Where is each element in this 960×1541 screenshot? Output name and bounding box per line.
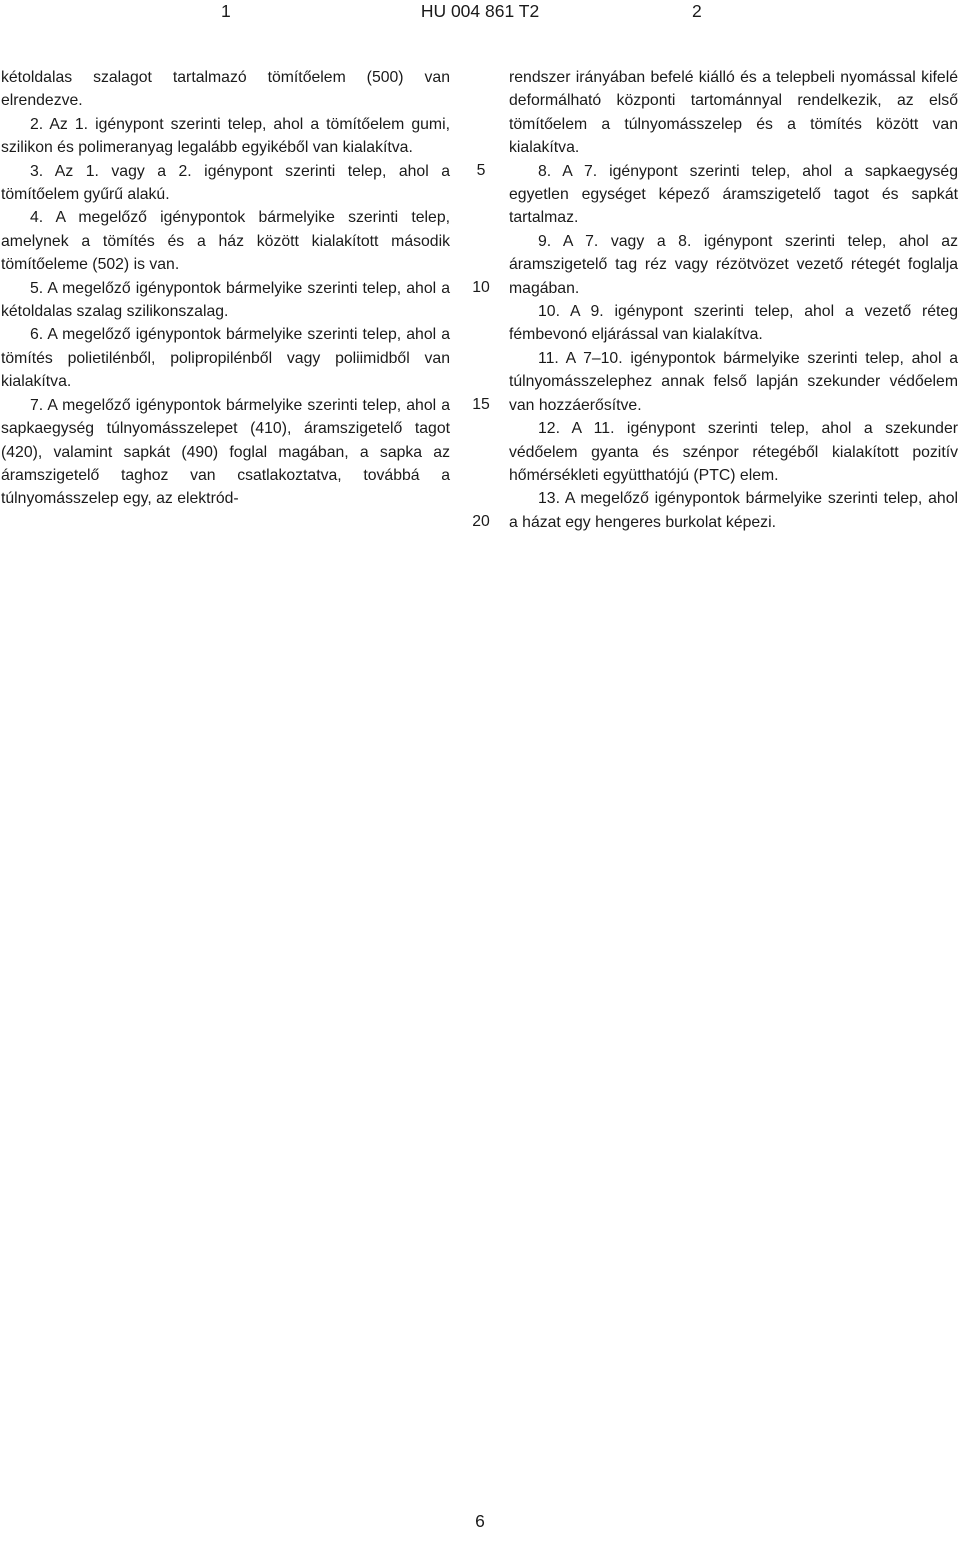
claim-7-continuation: rendszer irányában befelé kiálló és a telepbeli nyomással kifelé deformálható központi tartománnyal rendelkezik, az első tömítőelem a túlnyomásszelep és a tömítés között van kialakítva. [509,69,958,157]
left-column [1,66,450,511]
claim-13: 13. A megelőző igénypontok bármelyike szerinti telep, ahol a házat egy hengeres burkolat képezi. [509,490,958,531]
document-id: HU 004 861 T2 [420,1,540,21]
claim-9: 9. A 7. vagy a 8. igénypont szerinti telep, ahol az áramszigetelő tag réz vagy rézötvözet vezető rétegét foglalja magában. [509,232,958,297]
left-page-number: 1 [221,1,231,21]
right-column [509,66,958,534]
claim-6: 6. A megelőző igénypontok bármelyike szerinti telep, ahol a tömítés polietilénből, polipropilénből vagy poliimidből van kialakítva. [1,326,450,391]
claim-12: 12. A 11. igénypont szerinti telep, ahol a szekunder védőelem gyanta és szénpor rétegéből kialakított pozitív hőmérsékleti együtthatójú (PTC) elem. [509,420,958,484]
line-number-5: 5 [476,162,486,179]
page-header [0,0,960,30]
claim-4: 4. A megelőző igénypontok bármelyike szerinti telep, amelynek a tömítés és a ház között kialakított második tömítőeleme (502) is van. [1,209,450,274]
claim-5: 5. A megelőző igénypontok bármelyike szerinti telep, ahol a kétoldalas szalag szilikonszalag. [1,279,450,321]
line-number-10: 10 [472,279,490,296]
right-page-number: 2 [692,1,702,21]
claim-7: 7. A megelőző igénypontok bármelyike szerinti telep, ahol a sapkaegység túlnyomásszelepet (410), áramszigetelő tagot (420), valamint sapkát (490) foglal magában, a sapka az áramszigetelő taghoz van csatlakoztatva, továbbá a túlnyomásszelep egy, az elektród- [1,396,450,508]
claim-10: 10. A 9. igénypont szerinti telep, ahol a vezető réteg fémbevonó eljárással van kialakítva. [509,303,958,344]
line-number-15: 15 [472,396,490,413]
page-number: 6 [475,1511,485,1531]
claim-2: 2. Az 1. igénypont szerinti telep, ahol a tömítőelem gumi, szilikon és polimeranyag legalább egyikéből van kialakítva. [1,115,450,157]
claim-11: 11. A 7–10. igénypontok bármelyike szerinti telep, ahol a túlnyomásszelephez annak felső lapján szekunder védőelem van hozzáerősítve. [509,349,958,414]
line-number-20: 20 [472,513,490,530]
claim-3: 3. Az 1. vagy a 2. igénypont szerinti telep, ahol a tömítőelem gyűrű alakú. [1,162,450,204]
claim-8: 8. A 7. igénypont szerinti telep, ahol a sapkaegység egyetlen egységet képező áramszigetelő tagot és sapkát tartalmaz. [509,162,958,227]
claim-continuation: kétoldalas szalagot tartalmazó tömítőelem (500) van elrendezve. [1,69,450,110]
